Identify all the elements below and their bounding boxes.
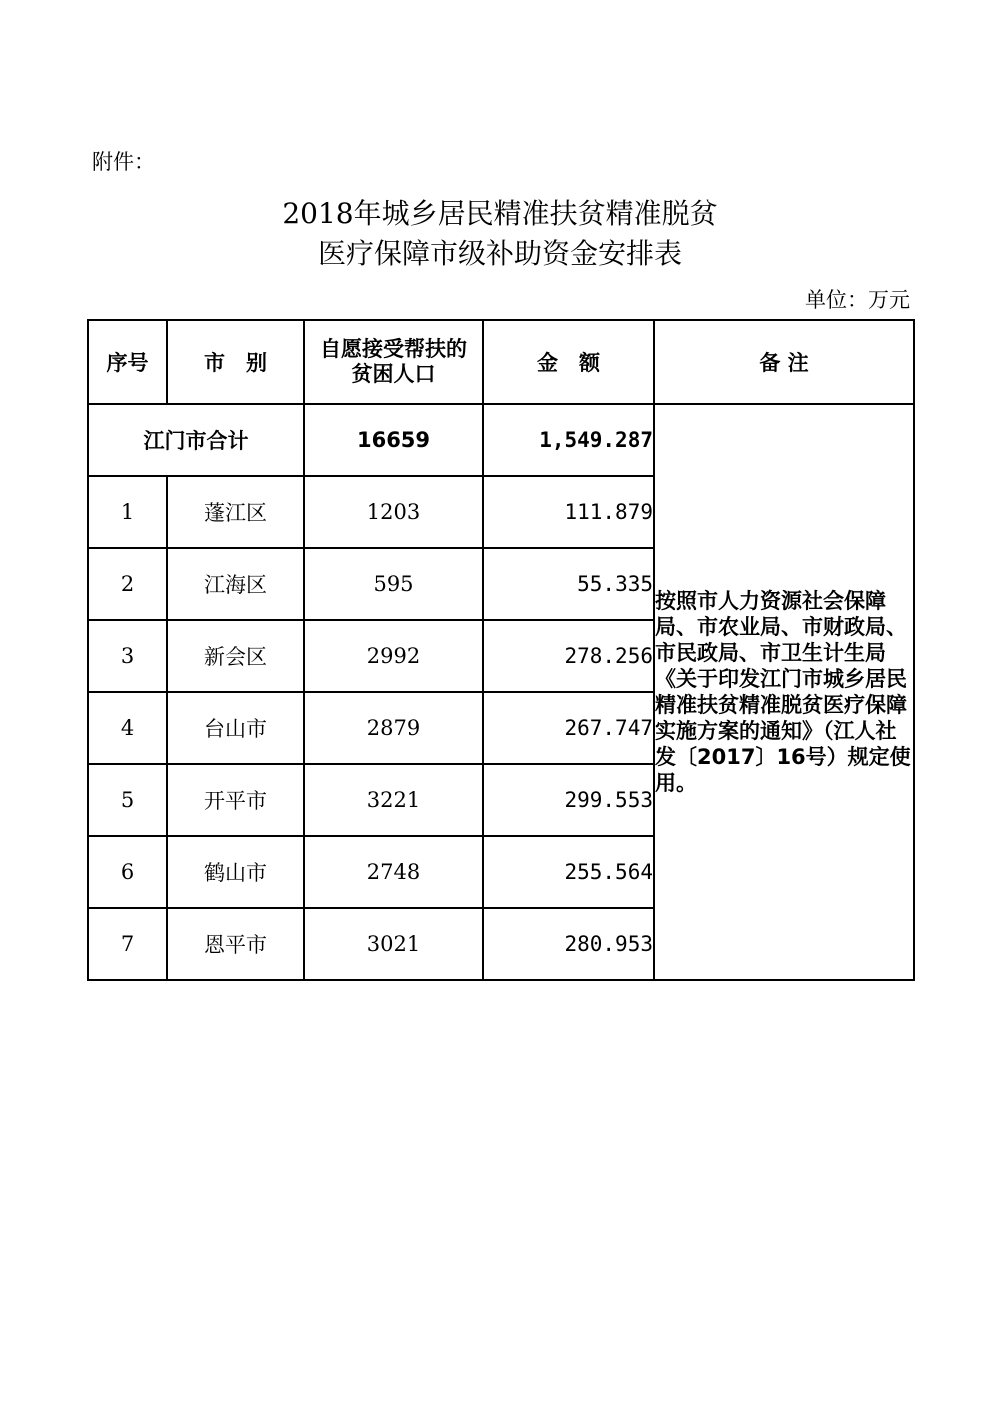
row-seq: 2: [88, 548, 167, 620]
attachment-label: 附件：: [92, 150, 155, 174]
row-city: 新会区: [167, 620, 304, 692]
row-amount: 55.335: [483, 548, 654, 620]
row-population: 2879: [304, 692, 483, 764]
row-amount: 267.747: [483, 692, 654, 764]
total-row: [88, 404, 914, 476]
row-population: 595: [304, 548, 483, 620]
row-seq: 4: [88, 692, 167, 764]
row-amount: 255.564: [483, 836, 654, 908]
row-city: 鹤山市: [167, 836, 304, 908]
header-population-line1: 自愿接受帮扶的: [320, 337, 467, 361]
row-city: 恩平市: [167, 908, 304, 980]
header-city: 市 别: [167, 320, 304, 404]
row-amount: 299.553: [483, 764, 654, 836]
header-remarks: 备 注: [654, 320, 914, 404]
total-population: 16659: [304, 404, 483, 476]
row-amount: 278.256: [483, 620, 654, 692]
row-population: 3021: [304, 908, 483, 980]
row-population: 2992: [304, 620, 483, 692]
row-amount: 280.953: [483, 908, 654, 980]
total-label: 江门市合计: [88, 404, 304, 476]
unit-label: 单位：万元: [805, 288, 910, 312]
remarks-cell: 按照市人力资源社会保障局、市农业局、市财政局、市民政局、市卫生计生局《关于印发江门市城乡居民精准扶贫精准脱贫医疗保障实施方案的通知》（江人社发〔2017〕16号）规定使用。: [654, 404, 914, 980]
row-population: 3221: [304, 764, 483, 836]
row-city: 蓬江区: [167, 476, 304, 548]
row-seq: 3: [88, 620, 167, 692]
row-population: 1203: [304, 476, 483, 548]
row-seq: 1: [88, 476, 167, 548]
row-city: 江海区: [167, 548, 304, 620]
header-population: [304, 320, 483, 404]
total-amount: 1,549.287: [483, 404, 654, 476]
row-seq: 6: [88, 836, 167, 908]
header-amount: 金 额: [483, 320, 654, 404]
row-amount: 111.879: [483, 476, 654, 548]
table-header-row: [88, 320, 914, 404]
subsidy-table: [87, 319, 915, 981]
row-seq: 5: [88, 764, 167, 836]
row-seq: 7: [88, 908, 167, 980]
row-city: 开平市: [167, 764, 304, 836]
header-population-line2: 贫困人口: [351, 362, 436, 386]
document-title-line2: 医疗保障市级补助资金安排表: [317, 237, 682, 270]
row-population: 2748: [304, 836, 483, 908]
header-seq: 序号: [88, 320, 167, 404]
row-city: 台山市: [167, 692, 304, 764]
document-title-line1: 2018年城乡居民精准扶贫精准脱贫: [282, 197, 718, 230]
